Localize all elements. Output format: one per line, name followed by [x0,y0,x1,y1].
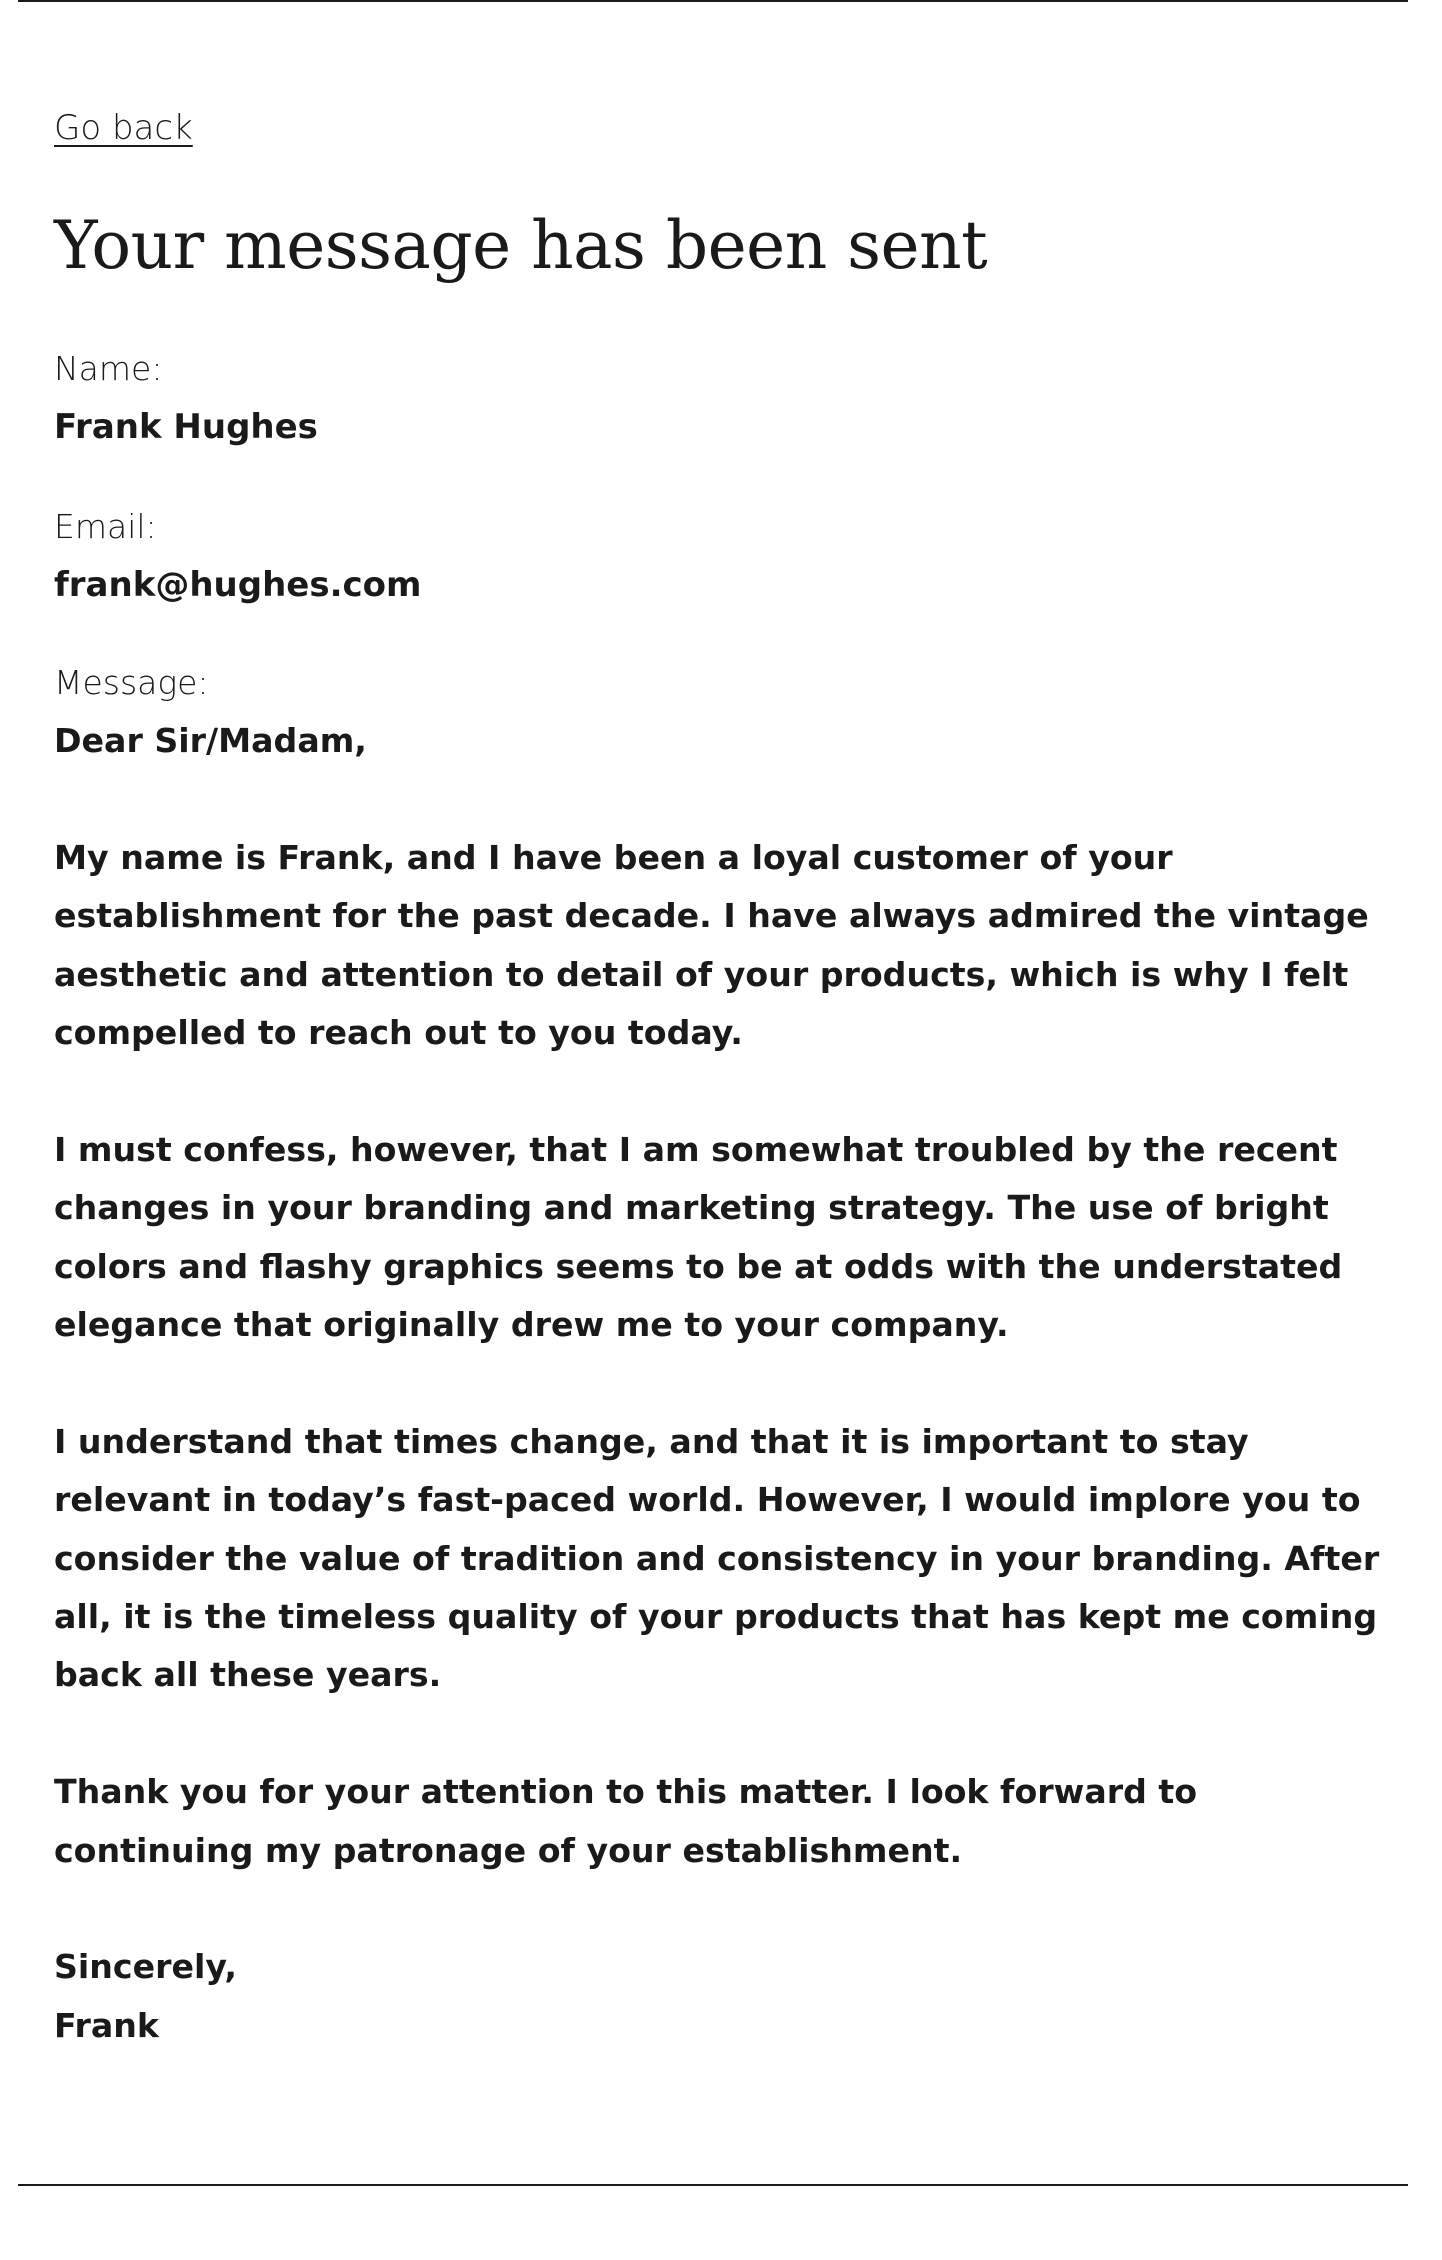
message-paragraph: My name is Frank, and I have been a loyal customer of your establishment for the past decade. I have always admired the vintage aesthetic and attention to detail of your products, which is why I felt compelled to reach out to you today. [54,837,1369,1053]
message-signature: Frank [54,2005,160,2045]
message-signoff [54,1938,1394,2055]
go-back-link[interactable]: Go back [54,108,193,148]
message-greeting: Dear Sir/Madam, [54,721,367,760]
message-paragraph: I understand that times change, and that it is important to stay relevant in today’s fast-paced world. However, I would implore you to consider the value of tradition and consistency in your branding. After all, it is the timeless quality of your products that has kept me coming back all these years. [54,1421,1380,1695]
message-label: Message: [54,663,209,702]
name-value: Frank Hughes [54,407,318,447]
bottom-divider [18,2184,1408,2186]
message-paragraph: I must confess, however, that I am somewhat troubled by the recent changes in your branding and marketing strategy. The use of bright colors and flashy graphics seems to be at odds with the understated elegance that originally drew me to your company. [54,1129,1343,1345]
message-field [54,654,1394,2055]
name-label: Name: [54,349,163,388]
email-label: Email: [54,507,157,546]
name-field [54,340,1394,456]
message-paragraph: Thank you for your attention to this matter. I look forward to continuing my patronage of your establishment. [54,1772,1198,1870]
confirmation-content [54,100,1394,2055]
message-body [54,712,1394,2055]
message-closing: Sincerely, [54,1947,238,1987]
page-title: Your message has been sent [54,207,988,284]
email-field [54,498,1394,614]
email-value: frank@hughes.com [54,565,422,605]
top-divider [18,0,1408,2]
